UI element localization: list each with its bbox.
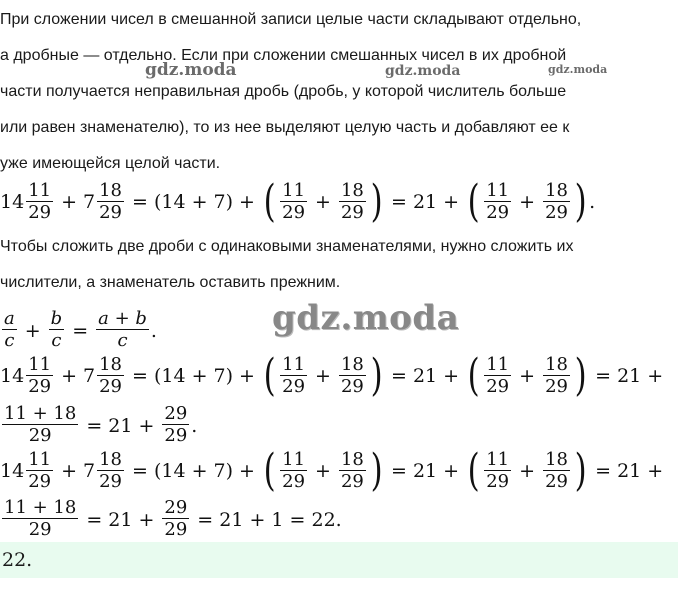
operator: +: [315, 191, 331, 213]
whole-number: 7: [83, 365, 96, 387]
operator: =: [132, 460, 148, 482]
fraction: $\frac{29}{29}$: [164, 497, 188, 540]
equation-2-line-1: [0, 350, 669, 401]
final-result: = 21 + 1 = 22.: [197, 508, 342, 531]
fraction: $\frac{18}{29}$: [340, 179, 364, 223]
operator: =: [72, 319, 89, 342]
fraction: $\frac{11}{29}$: [28, 353, 52, 397]
fraction: $\frac{18}{29}$: [340, 448, 364, 492]
operator: =: [132, 191, 148, 213]
operator: +: [61, 191, 78, 213]
fraction: $\frac{11}{29}$: [28, 179, 52, 223]
paren: (: [467, 445, 480, 496]
fraction: $\frac{11}{29}$: [282, 353, 306, 397]
paren: ): [574, 445, 587, 496]
fraction: $\frac{11}{29}$: [486, 448, 510, 492]
period: .: [589, 191, 596, 213]
whole-number: 14: [0, 365, 25, 387]
whole-number: 21: [617, 365, 642, 387]
formula-general: [0, 309, 157, 352]
fraction: $\frac{18}{29}$: [340, 353, 364, 397]
fraction: $\frac{11 + 18}{29}$: [4, 497, 77, 540]
watermark: gdz.moda: [385, 63, 461, 79]
paragraph-2-line-1: Чтобы сложить две дроби с одинаковыми знаменателями, нужно сложить их: [0, 238, 574, 255]
operator: +: [443, 191, 460, 213]
equation-3-line-1: [0, 445, 669, 496]
paragraph-2-line-2: числители, а знаменатель оставить прежним.: [0, 274, 341, 291]
equation-1: [0, 176, 596, 227]
whole-number: 21: [412, 365, 438, 387]
operator: =: [391, 460, 407, 482]
whole-number: 7: [83, 191, 96, 213]
fraction: $\frac{a}{c}$: [4, 308, 15, 351]
operator: +: [647, 460, 664, 482]
paragraph-1-line-1: При сложении чисел в смешанной записи целые части складывают отдельно,: [0, 11, 582, 28]
operator: =: [86, 508, 103, 531]
answer-box: [0, 542, 678, 578]
paren: (: [467, 176, 480, 227]
operator: +: [443, 365, 460, 387]
fraction: $\frac{29}{29}$: [164, 403, 188, 446]
operator: +: [315, 460, 331, 482]
fraction: $\frac{11}{29}$: [282, 179, 306, 223]
watermark: gdz.moda: [548, 63, 608, 76]
fraction: $\frac{18}{29}$: [99, 353, 123, 397]
paren: (: [263, 176, 276, 227]
operator: =: [132, 365, 148, 387]
fraction: $\frac{a + b}{c}$: [98, 308, 147, 351]
operator: +: [138, 414, 155, 437]
watermark: gdz.moda: [145, 60, 237, 80]
operator: +: [443, 460, 460, 482]
group-sum: (14 + 7): [153, 460, 234, 482]
fraction: $\frac{b}{c}$: [50, 308, 63, 351]
fraction: $\frac{18}{29}$: [99, 448, 123, 492]
paren: ): [370, 350, 383, 401]
whole-number: 21: [108, 508, 133, 531]
operator: +: [61, 365, 78, 387]
fraction: $\frac{11}{29}$: [486, 179, 510, 223]
paren: ): [370, 176, 383, 227]
operator: +: [239, 191, 255, 213]
equation-2-line-2: [0, 404, 197, 447]
operator: =: [595, 460, 612, 482]
whole-number: 14: [0, 460, 25, 482]
paren: (: [263, 350, 276, 401]
paren: ): [370, 445, 383, 496]
paren: ): [574, 176, 587, 227]
watermark-large: gdz.moda: [272, 298, 460, 338]
operator: +: [519, 191, 536, 213]
operator: =: [391, 365, 407, 387]
operator: =: [391, 191, 407, 213]
group-sum: (14 + 7): [153, 365, 234, 387]
paragraph-1-line-4: или равен знаменателю), то из нее выделяют целую часть и добавляют ее к: [0, 119, 570, 136]
fraction: $\frac{11}{29}$: [28, 448, 52, 492]
operator: +: [138, 508, 155, 531]
fraction: $\frac{11}{29}$: [282, 448, 306, 492]
whole-number: 21: [108, 414, 133, 437]
paren: (: [263, 445, 276, 496]
operator: =: [86, 414, 103, 437]
operator: +: [519, 460, 536, 482]
operator: +: [239, 365, 255, 387]
operator: =: [595, 365, 612, 387]
fraction: $\frac{18}{29}$: [99, 179, 123, 223]
whole-number: 21: [412, 191, 438, 213]
operator: +: [239, 460, 255, 482]
whole-number: 21: [412, 460, 438, 482]
whole-number: 7: [83, 460, 96, 482]
paren: (: [467, 350, 480, 401]
paren: ): [574, 350, 587, 401]
answer-text: 22.: [2, 549, 33, 571]
period: .: [191, 414, 198, 437]
whole-number: 14: [0, 191, 25, 213]
fraction: $\frac{18}{29}$: [545, 353, 568, 397]
fraction: $\frac{18}{29}$: [545, 179, 568, 223]
fraction: $\frac{18}{29}$: [545, 448, 568, 492]
paragraph-1-line-3: части получается неправильная дробь (дробь, у которой числитель больше: [0, 83, 567, 100]
equation-3-line-2: [0, 498, 342, 541]
period: .: [150, 319, 157, 342]
operator: +: [519, 365, 536, 387]
operator: +: [24, 319, 41, 342]
whole-number: 21: [617, 460, 642, 482]
operator: +: [647, 365, 664, 387]
paragraph-1-line-5: уже имеющейся целой части.: [0, 155, 221, 172]
paragraph-1-line-2: а дробные — отдельно. Если при сложении смешанных чисел в их дробной: [0, 47, 567, 64]
fraction: $\frac{11}{29}$: [486, 353, 510, 397]
fraction: $\frac{11 + 18}{29}$: [4, 403, 77, 446]
operator: +: [61, 460, 78, 482]
operator: +: [315, 365, 331, 387]
group-sum: (14 + 7): [153, 191, 234, 213]
